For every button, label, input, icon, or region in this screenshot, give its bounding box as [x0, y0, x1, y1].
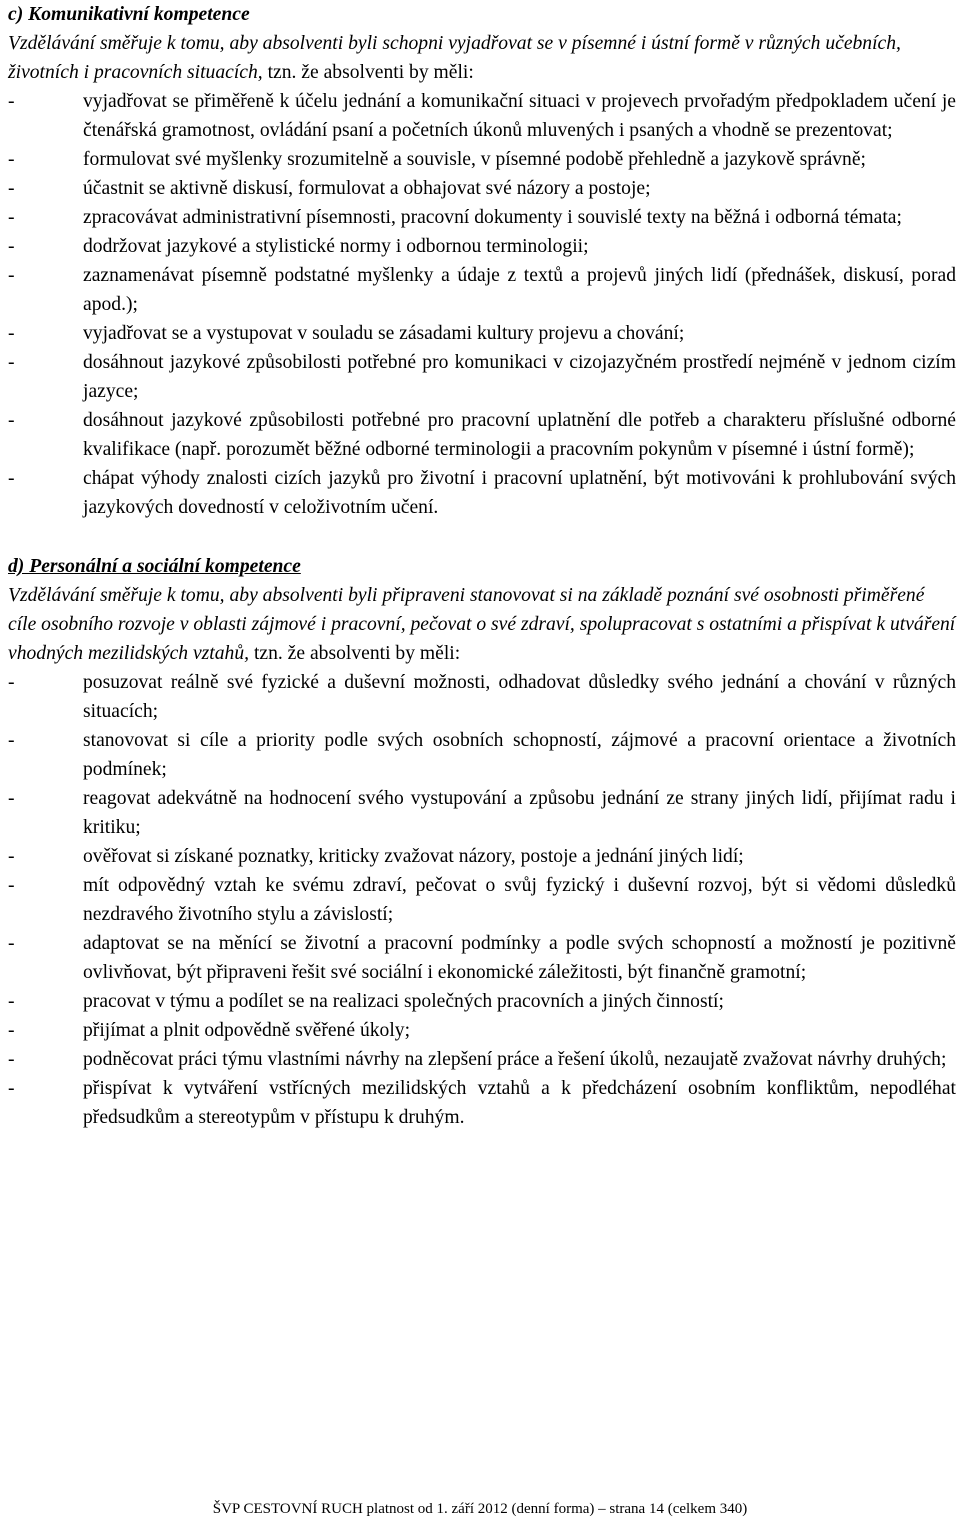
section-d-heading-text: d) Personální a sociální kompetence	[8, 556, 301, 577]
document-page	[8, 0, 956, 1132]
section-c-bullet	[8, 319, 956, 348]
bullet-dash: -	[8, 236, 15, 257]
section-d-intro	[8, 581, 956, 668]
section-d-bullet	[8, 726, 956, 784]
section-d-bullet	[8, 1016, 956, 1045]
bullet-dash: -	[8, 1078, 15, 1099]
bullet-dash: -	[8, 1020, 15, 1041]
section-c-bullet-list	[8, 87, 956, 522]
bullet-text: vyjadřovat se a vystupovat v souladu se zásadami kultury projevu a chování;	[83, 323, 685, 344]
bullet-dash: -	[8, 352, 15, 373]
section-c-intro-plain: tzn. že absolventi by měli:	[262, 62, 474, 83]
bullet-dash: -	[8, 991, 15, 1012]
section-d-bullet	[8, 987, 956, 1016]
bullet-text: adaptovat se na měnící se životní a pracovní podmínky a podle svých schopností a možností je pozitivně ovlivňovat, být připraveni řešit své sociální i ekonomické záležitosti, být finančně gramotní;	[83, 933, 956, 983]
bullet-dash: -	[8, 875, 15, 896]
section-d-bullet-list	[8, 668, 956, 1132]
bullet-text: přispívat k vytváření vstřícných mezilidských vztahů a k předcházení osobním konfliktům, nepodléhat předsudkům a stereotypům v přístupu k druhým.	[83, 1078, 956, 1128]
bullet-text: vyjadřovat se přiměřeně k účelu jednání a komunikační situaci v projevech prvořadým předpokladem učení je čtenářská gramotnost, ovládání psaní a početních úkonů mluvených i psaných a vhodně se prezentovat;	[83, 91, 956, 141]
section-d-bullet	[8, 784, 956, 842]
bullet-text: přijímat a plnit odpovědně svěřené úkoly;	[83, 1020, 411, 1041]
bullet-dash: -	[8, 846, 15, 867]
section-d-bullet	[8, 1045, 956, 1074]
bullet-text: dosáhnout jazykové způsobilosti potřebné pro komunikaci v cizojazyčném prostředí nejméně v jednom cizím jazyce;	[83, 352, 956, 402]
section-c-bullet	[8, 87, 956, 145]
bullet-dash: -	[8, 207, 15, 228]
bullet-text: účastnit se aktivně diskusí, formulovat a obhajovat své názory a postoje;	[83, 178, 651, 199]
bullet-text: reagovat adekvátně na hodnocení svého vystupování a způsobu jednání ze strany jiných lidí, přijímat radu i kritiku;	[83, 788, 956, 838]
section-d-bullet	[8, 1074, 956, 1132]
bullet-text: podněcovat práci týmu vlastními návrhy na zlepšení práce a řešení úkolů, nezaujatě zvažovat návrhy druhých;	[83, 1049, 947, 1070]
section-d-intro-italic: Vzdělávání směřuje k tomu, aby absolventi byli připraveni stanovovat si na základě poznání své osobnosti přiměřené cíle osobního rozvoje v oblasti zájmové i pracovní, pečovat o své zdraví, spolupracovat s ostatními a přispívat k utváření vhodných mezilidských vztahů,	[8, 585, 956, 664]
bullet-dash: -	[8, 468, 15, 489]
section-c-bullet	[8, 145, 956, 174]
section-d-bullet	[8, 842, 956, 871]
bullet-dash: -	[8, 410, 15, 431]
section-c-bullet	[8, 174, 956, 203]
section-c-bullet	[8, 232, 956, 261]
section-c-intro	[8, 29, 956, 87]
bullet-text: stanovovat si cíle a priority podle svých osobních schopností, zájmové a pracovní orientace a životních podmínek;	[83, 730, 956, 780]
bullet-dash: -	[8, 730, 15, 751]
section-gap	[8, 522, 956, 552]
section-d-intro-plain: tzn. že absolventi by měli:	[249, 643, 461, 664]
bullet-text: ověřovat si získané poznatky, kriticky zvažovat názory, postoje a jednání jiných lidí;	[83, 846, 744, 867]
section-c-bullet	[8, 348, 956, 406]
bullet-dash: -	[8, 323, 15, 344]
bullet-text: pracovat v týmu a podílet se na realizaci společných pracovních a jiných činností;	[83, 991, 724, 1012]
section-d-bullet	[8, 668, 956, 726]
bullet-dash: -	[8, 933, 15, 954]
section-c-bullet	[8, 406, 956, 464]
section-c-intro-italic: Vzdělávání směřuje k tomu, aby absolventi byli schopni vyjadřovat se v písemné i ústní formě v různých učebních, životních i pracovních situacích,	[8, 33, 901, 83]
bullet-dash: -	[8, 788, 15, 809]
bullet-dash: -	[8, 265, 15, 286]
section-d-bullet	[8, 929, 956, 987]
page-footer: ŠVP CESTOVNÍ RUCH platnost od 1. září 2012 (denní forma) – strana 14 (celkem 340)	[212, 1501, 748, 1517]
bullet-dash: -	[8, 672, 15, 693]
section-d-heading	[8, 552, 956, 581]
section-d	[8, 552, 956, 1132]
bullet-dash: -	[8, 91, 15, 112]
bullet-dash: -	[8, 178, 15, 199]
bullet-text: zaznamenávat písemně podstatné myšlenky a údaje z textů a projevů jiných lidí (přednášek, diskusí, porad apod.);	[83, 265, 956, 315]
bullet-text: zpracovávat administrativní písemnosti, pracovní dokumenty i souvislé texty na běžná i odborná témata;	[83, 207, 902, 228]
bullet-text: dodržovat jazykové a stylistické normy i odbornou terminologii;	[83, 236, 589, 257]
bullet-dash: -	[8, 149, 15, 170]
section-d-bullet	[8, 871, 956, 929]
bullet-dash: -	[8, 1049, 15, 1070]
section-c	[8, 0, 956, 522]
section-c-bullet	[8, 464, 956, 522]
bullet-text: chápat výhody znalosti cizích jazyků pro životní i pracovní uplatnění, být motivováni k prohlubování svých jazykových dovedností v celoživotním učení.	[83, 468, 956, 518]
bullet-text: dosáhnout jazykové způsobilosti potřebné pro pracovní uplatnění dle potřeb a charakteru příslušné odborné kvalifikace (např. porozumět běžné odborné terminologii a pracovním pokynům v písemné i ústní formě);	[83, 410, 956, 460]
section-c-heading-text: c) Komunikativní kompetence	[8, 4, 250, 25]
section-c-heading	[8, 0, 956, 29]
bullet-text: formulovat své myšlenky srozumitelně a souvisle, v písemné podobě přehledně a jazykově správně;	[83, 149, 866, 170]
section-c-bullet	[8, 203, 956, 232]
section-c-bullet	[8, 261, 956, 319]
bullet-text: mít odpovědný vztah ke svému zdraví, pečovat o svůj fyzický i duševní rozvoj, být si vědomi důsledků nezdravého životního stylu a závislostí;	[83, 875, 956, 925]
bullet-text: posuzovat reálně své fyzické a duševní možnosti, odhadovat důsledky svého jednání a chování v různých situacích;	[83, 672, 956, 722]
